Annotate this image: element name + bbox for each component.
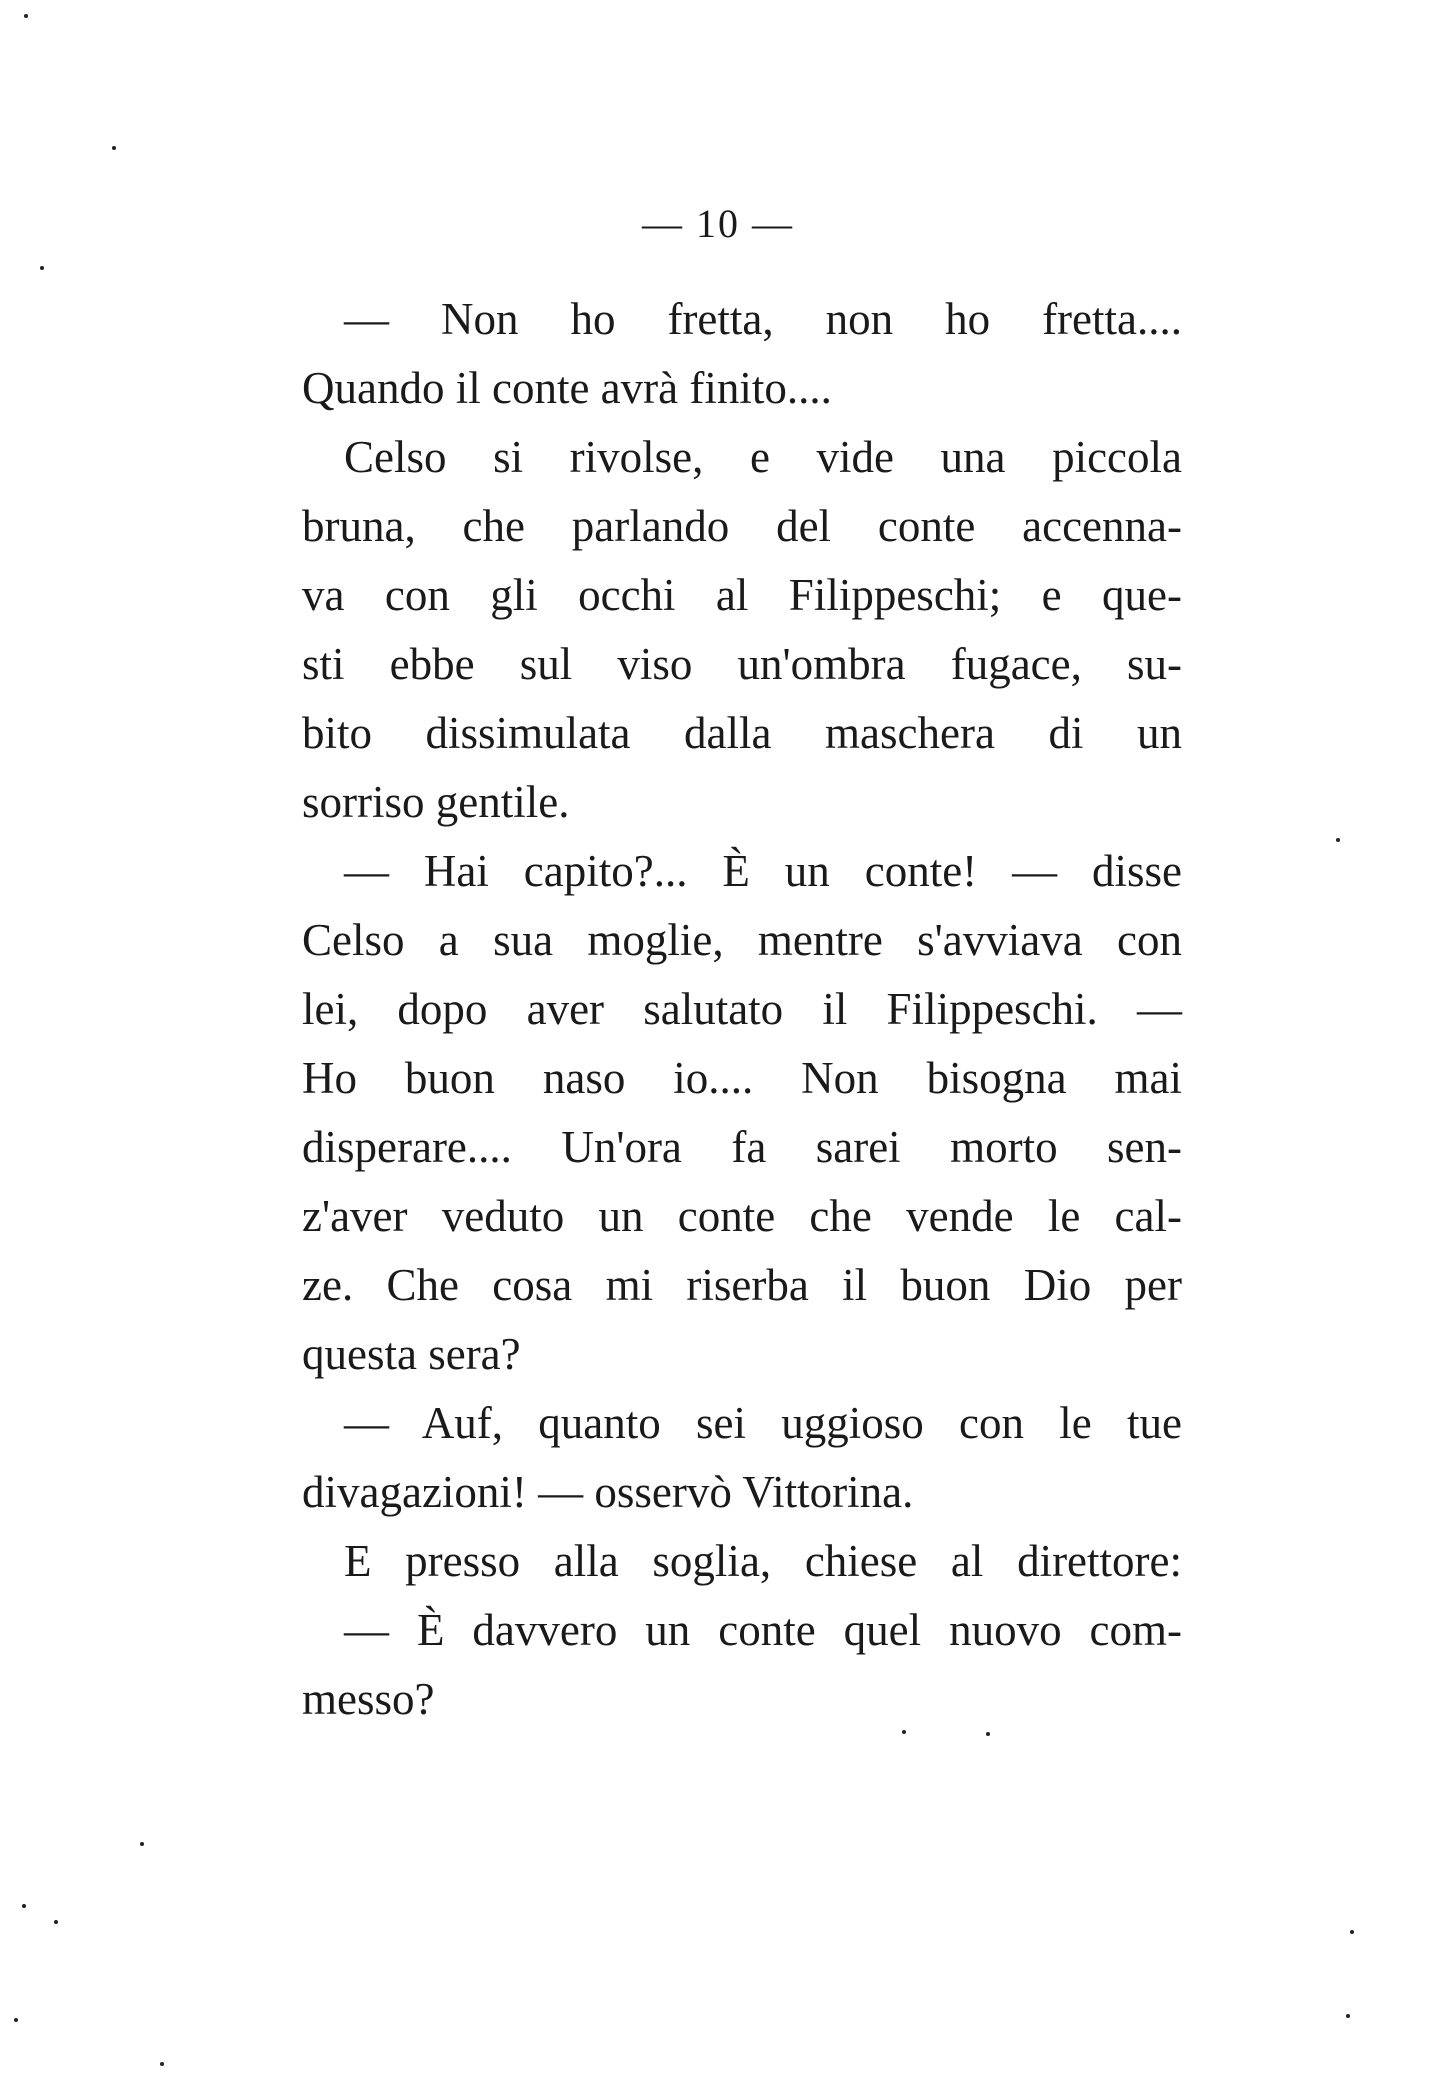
scan-speck — [1336, 838, 1340, 842]
text-line: E presso alla soglia, chiese al direttore: — [344, 1536, 1182, 1586]
scan-speck — [160, 2062, 164, 2066]
scan-speck — [902, 1730, 906, 1734]
text-line: — Hai capito?... È un conte! — disse — [344, 846, 1182, 896]
text-line: z'aver veduto un conte che vende le cal- — [302, 1191, 1182, 1241]
text-line: questa sera? — [302, 1329, 521, 1379]
text-line: sti ebbe sul viso un'ombra fugace, su- — [302, 639, 1182, 689]
text-line: divagazioni! — osservò Vittorina. — [302, 1467, 914, 1517]
scan-speck — [40, 266, 44, 270]
text-line: bito dissimulata dalla maschera di un — [302, 708, 1182, 758]
scan-speck — [22, 1904, 26, 1908]
text-line: disperare.... Un'ora fa sarei morto sen- — [302, 1122, 1182, 1172]
text-line: Celso a sua moglie, mentre s'avviava con — [302, 915, 1182, 965]
scan-speck — [24, 14, 28, 18]
scan-speck — [1350, 1930, 1354, 1934]
text-line: Celso si rivolse, e vide una piccola — [344, 432, 1182, 482]
text-line: sorriso gentile. — [302, 777, 570, 827]
text-line: ze. Che cosa mi riserba il buon Dio per — [302, 1260, 1182, 1310]
text-line: va con gli occhi al Filippeschi; e que- — [302, 570, 1182, 620]
scan-speck — [14, 2018, 18, 2022]
text-line: — È davvero un conte quel nuovo com- — [344, 1605, 1182, 1655]
text-line: messo? — [302, 1674, 435, 1724]
text-line: — Non ho fretta, non ho fretta.... — [344, 294, 1182, 344]
text-line: — Auf, quanto sei uggioso con le tue — [344, 1398, 1182, 1448]
text-line: Ho buon naso io.... Non bisogna mai — [302, 1053, 1182, 1103]
text-line: Quando il conte avrà finito.... — [302, 363, 832, 413]
scan-speck — [112, 146, 116, 150]
body-text — [302, 285, 1182, 1734]
scan-speck — [54, 1920, 58, 1924]
text-line: bruna, che parlando del conte accenna- — [302, 501, 1182, 551]
scan-speck — [986, 1732, 990, 1736]
scan-speck — [1346, 2014, 1350, 2018]
page-number: — 10 — — [642, 201, 794, 246]
text-line: lei, dopo aver salutato il Filippeschi. — — [302, 984, 1182, 1034]
scan-speck — [140, 1842, 144, 1846]
